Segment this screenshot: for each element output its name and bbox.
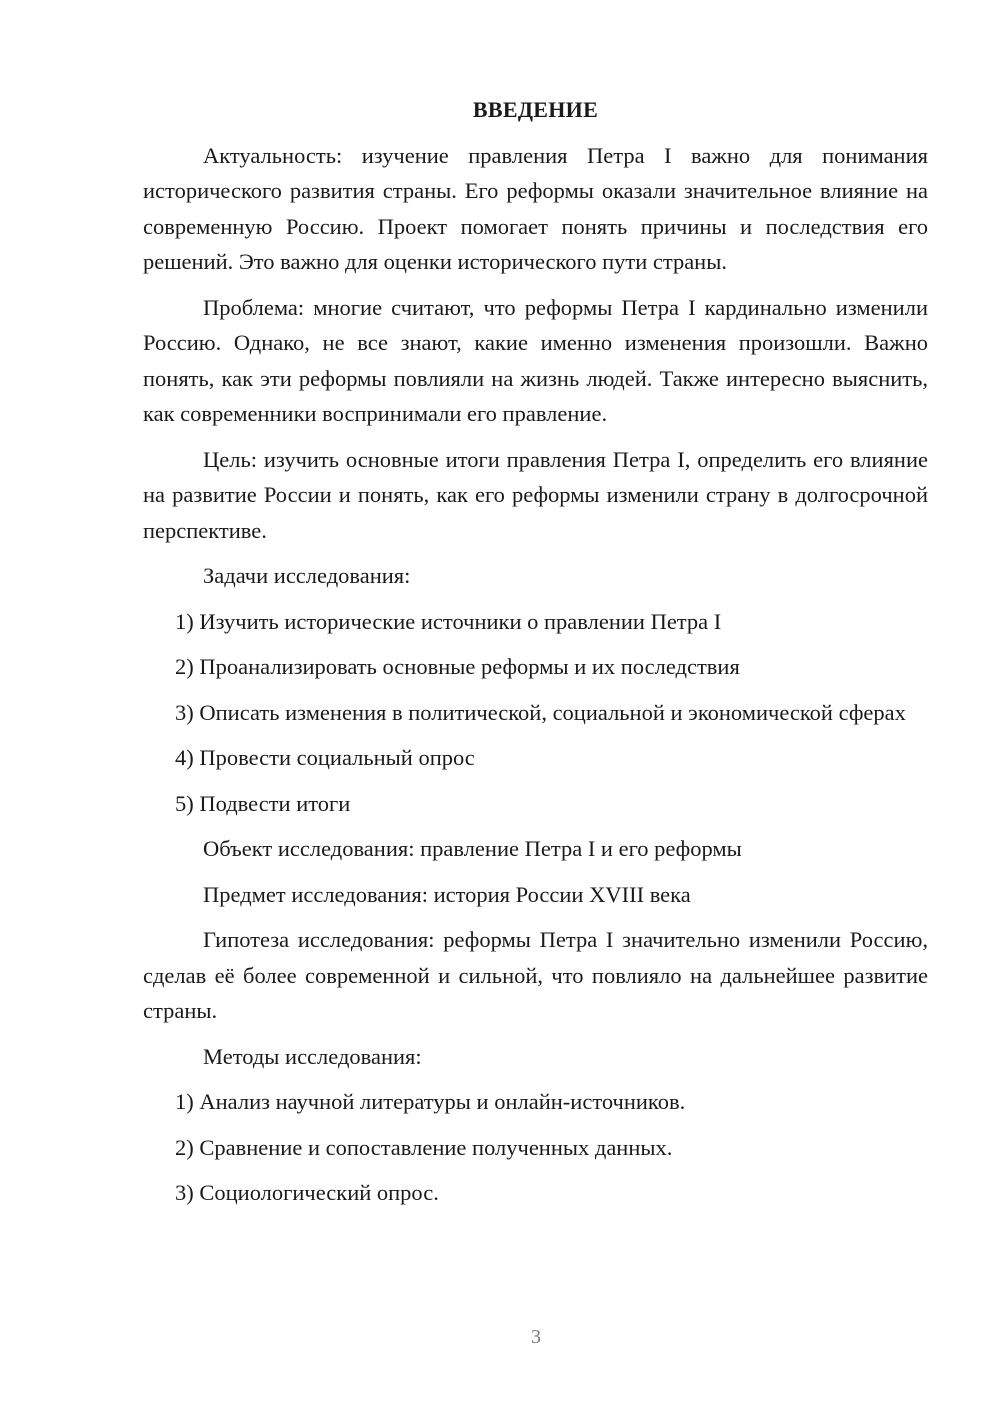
task-item: 4) Провести социальный опрос (175, 745, 475, 770)
task-item: 3) Описать изменения в политической, социальной и экономической сферах (175, 699, 906, 725)
goal-paragraph: Цель: изучить основные итоги правления Петра I, определить его влияние на развитие России и понять, как его реформы изменили страну в долгосрочной перспективе. (143, 446, 928, 543)
document-page (143, 92, 928, 1221)
method-item: 1) Анализ научной литературы и онлайн-источников. (175, 1089, 686, 1114)
task-item: 5) Подвести итоги (175, 790, 351, 816)
task-item: 2) Проанализировать основные реформы и их последствия (175, 654, 740, 679)
object-paragraph: Объект исследования: правление Петра I и его реформы (203, 836, 742, 861)
subject-paragraph: Предмет исследования: история России XVIII века (203, 881, 691, 907)
hypothesis-paragraph: Гипотеза исследования: реформы Петра I значительно изменили Россию, сделав её более современной и сильной, что повлияло на дальнейшее развитие страны. (143, 927, 928, 1023)
page-title: ВВЕДЕНИЕ (472, 97, 599, 122)
method-item: 3) Социологический опрос. (175, 1180, 439, 1205)
methods-heading: Методы исследования: (203, 1043, 422, 1069)
problem-paragraph: Проблема: многие считают, что реформы Петра I кардинально изменили Россию. Однако, не все знают, какие именно изменения произошли. Важно понять, как эти реформы повлияли на жизнь людей. Также интересно выяснить, как современники воспринимали его правление. (143, 294, 928, 426)
relevance-paragraph: Актуальность: изучение правления Петра I важно для понимания исторического развития страны. Его реформы оказали значительное влияние на современную Россию. Проект помогает понять причины и последствия его решений. Это важно для оценки исторического пути страны. (143, 142, 928, 274)
method-item: 2) Сравнение и сопоставление полученных данных. (175, 1134, 673, 1160)
tasks-heading: Задачи исследования: (203, 563, 411, 588)
task-item: 1) Изучить исторические источники о правлении Петра I (175, 608, 722, 634)
page-number: 3 (531, 1326, 541, 1348)
